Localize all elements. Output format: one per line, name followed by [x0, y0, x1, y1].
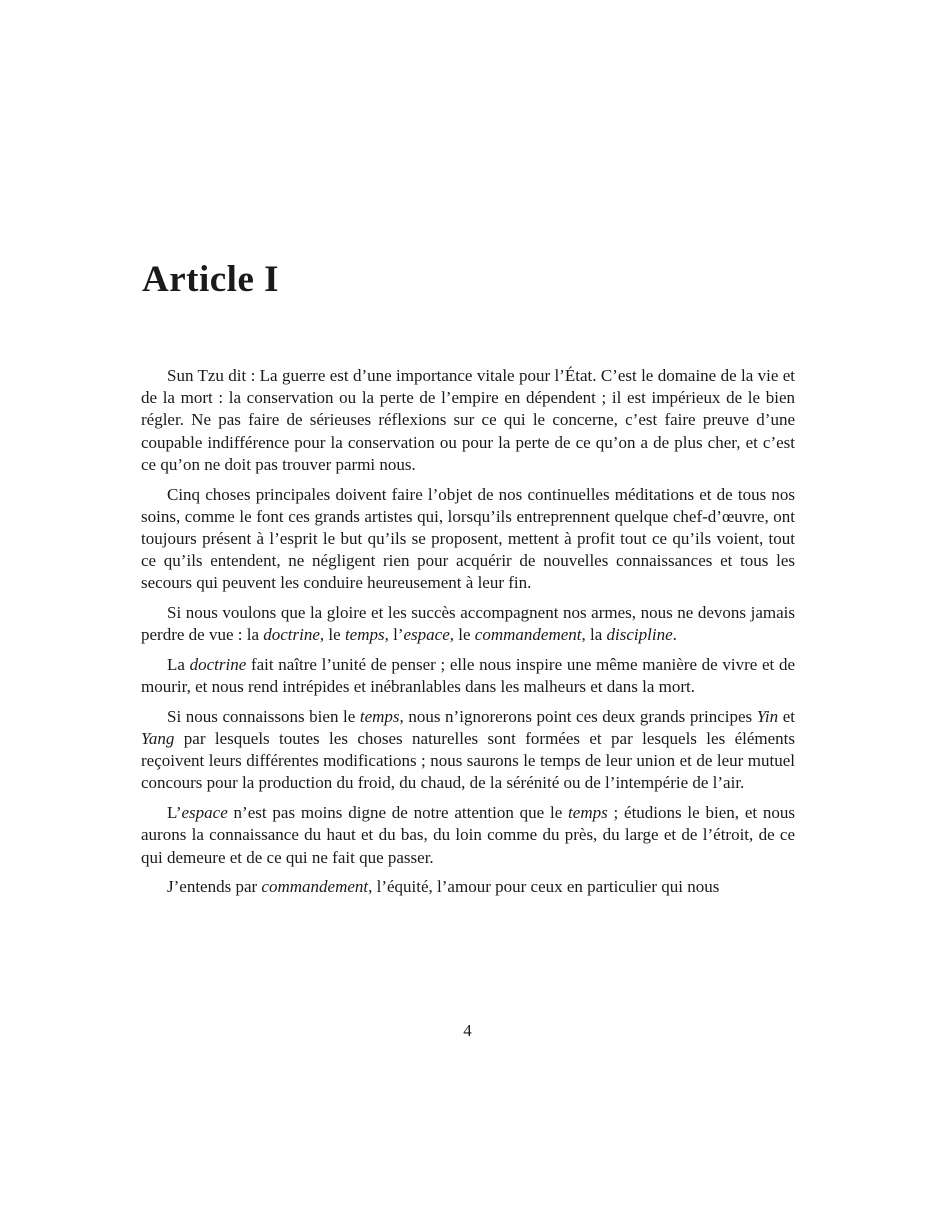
paragraph — [141, 484, 795, 595]
emphasis-text: doctrine — [263, 625, 320, 645]
text-run: J’entends par — [167, 877, 262, 897]
chapter-title: Article I — [142, 259, 280, 300]
emphasis-text: commandement — [261, 877, 369, 897]
emphasis-text: temps — [359, 706, 400, 726]
page-number: 4 — [463, 1021, 472, 1040]
text-run: L’ — [167, 803, 182, 823]
text-run: , la — [581, 625, 607, 645]
text-run: Si nous voulons que la gloire et les succès accompagnent nos armes, nous ne devons jamais perdre de vue : la — [141, 603, 795, 645]
text-run: et — [778, 706, 795, 726]
text-run: , l’équité, l’amour pour ceux en particulier qui nous — [368, 877, 720, 897]
emphasis-text: temps — [568, 803, 608, 823]
paragraph — [141, 802, 795, 869]
emphasis-text: doctrine — [189, 654, 247, 674]
emphasis-text: commandement — [474, 625, 582, 645]
emphasis-text: Yin — [756, 706, 779, 726]
text-run: ; étudions le bien, et nous aurons la connaissance du haut et du bas, du loin comme du près, du large et de l’étroit, de ce qui demeure et de ce qui ne fait que passer. — [141, 803, 795, 867]
text-run: fait naître l’unité de penser ; elle nous inspire une même manière de vivre et de mourir, et nous rend intrépides et inébranlables dans les malheurs et dans la mort. — [141, 654, 795, 697]
body-text — [141, 365, 795, 906]
text-run: Cinq choses principales doivent faire l’objet de nos continuelles méditations et de tous nos soins, comme le font ces grands artistes qui, lorsqu’ils entreprennent quelque chef-d’œuvre, ont toujours présent à l’esprit le but qu’ils se proposent, mettent à profit tout ce qu’ils voient, tout ce qu’ils entendent, ne négligent rien pour acquérir de nouvelles connaissances et tous les secours qui peuvent les conduire heureusement à leur fin. — [141, 484, 795, 593]
text-run: , le — [449, 625, 475, 645]
paragraph — [141, 602, 795, 646]
text-run: . — [672, 625, 677, 645]
paragraph — [141, 876, 795, 898]
paragraph — [141, 365, 795, 476]
emphasis-text: espace — [403, 625, 450, 645]
emphasis-text: temps — [344, 625, 385, 645]
text-run: Sun Tzu dit : La guerre est d’une importance vitale pour l’État. C’est le domaine de la vie et de la mort : la conservation ou la perte de l’empire en dépendent ; il est impérieux de le bien régler. Ne pas faire de sérieuses réflexions sur ce qui le concerne, c’est faire preuve d’une coupable indifférence pour la conservation ou pour la perte de ce qu’on a de plus cher, et c’est ce qu’on ne doit pas trouver parmi nous. — [141, 366, 795, 474]
emphasis-text: espace — [181, 803, 228, 823]
text-run: , l’ — [384, 625, 404, 645]
paragraph — [141, 706, 795, 795]
emphasis-text: Yang — [141, 729, 175, 749]
text-run: , le — [319, 625, 345, 645]
text-run: Si nous connaissons bien le — [167, 706, 360, 726]
text-run: par lesquels toutes les choses naturelles sont formées et par lesquels les éléments reçoivent leurs différentes modifications ; nous saurons le temps de leur union et de leur mutuel concours pour la production du froid, du chaud, de la sérénité ou de l’intempérie de l’air. — [141, 729, 795, 793]
emphasis-text: discipline — [606, 625, 673, 645]
paragraph — [141, 654, 795, 698]
text-run: , nous n’ignorerons point ces deux grands principes — [399, 706, 757, 726]
text-run: La — [167, 654, 190, 674]
text-run: n’est pas moins digne de notre attention que le — [227, 803, 569, 823]
